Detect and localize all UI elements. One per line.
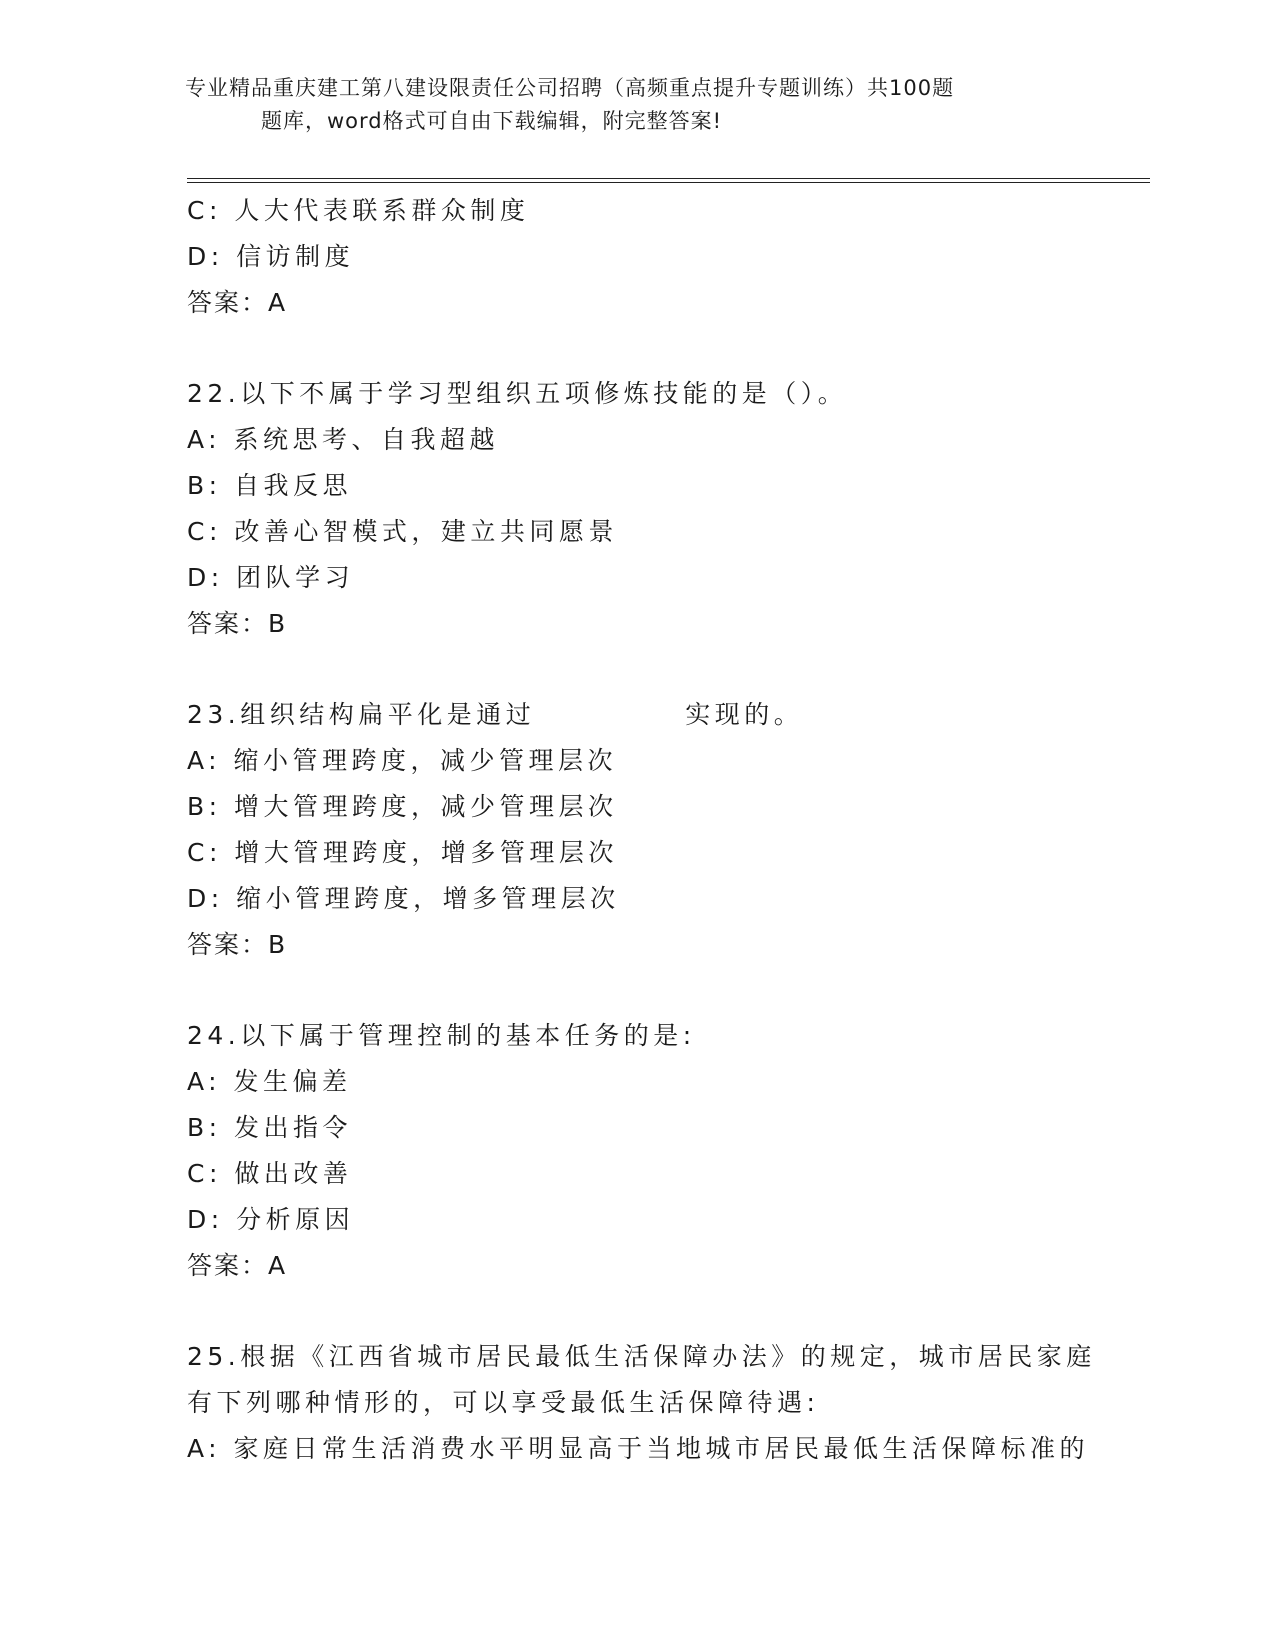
answer-line: 答案：A	[187, 1251, 288, 1280]
question-stem-before-blank: 23.组织结构扁平化是通过	[187, 700, 536, 729]
option-b: B: 发出指令	[187, 1113, 353, 1142]
header-divider	[187, 178, 1150, 183]
option-c: C: 增大管理跨度，增多管理层次	[187, 838, 618, 867]
question-stem: 24.以下属于管理控制的基本任务的是:	[187, 1021, 696, 1050]
question-stem-line-2: 有下列哪种情形的，可以享受最低生活保障待遇:	[187, 1388, 820, 1417]
option-a: A: 家庭日常生活消费水平明显高于当地城市居民最低生活保障标准的	[187, 1434, 1090, 1463]
header-title-line-1: 专业精品重庆建工第八建设限责任公司招聘（高频重点提升专题训练）共100题	[185, 76, 955, 100]
spacer	[187, 647, 1087, 692]
option-d: D: 分析原因	[187, 1205, 355, 1234]
question-stem: 22.以下不属于学习型组织五项修炼技能的是（）。	[187, 379, 848, 408]
spacer	[187, 1289, 1087, 1334]
answer-line: 答案：B	[187, 930, 288, 959]
option-b: B: 增大管理跨度，减少管理层次	[187, 792, 618, 821]
page-header	[185, 72, 1065, 138]
spacer	[187, 326, 1087, 371]
header-title-line-2: 题库，word格式可自由下载编辑，附完整答案!	[261, 109, 723, 133]
option-d: D: 缩小管理跨度，增多管理层次	[187, 884, 620, 913]
option-a: A: 发生偏差	[187, 1067, 352, 1096]
question-25	[187, 1334, 1096, 1472]
question-23	[187, 692, 1087, 968]
option-c: C: 改善心智模式，建立共同愿景	[187, 517, 618, 546]
question-stem-after-blank: 实现的。	[685, 700, 804, 729]
question-stem	[187, 692, 1087, 738]
option-a: A: 系统思考、自我超越	[187, 425, 500, 454]
question-stem-line-1: 25.根据《江西省城市居民最低生活保障办法》的规定，城市居民家庭	[187, 1342, 1096, 1371]
option-d: D: 团队学习	[187, 563, 355, 592]
option-a: A: 缩小管理跨度，减少管理层次	[187, 746, 618, 775]
option-c: C: 人大代表联系群众制度	[187, 196, 530, 225]
question-22	[187, 371, 1087, 647]
option-d: D: 信访制度	[187, 242, 355, 271]
option-c: C: 做出改善	[187, 1159, 353, 1188]
answer-line: 答案：B	[187, 609, 288, 638]
question-21-tail	[187, 188, 1087, 326]
spacer	[187, 968, 1087, 1013]
answer-line: 答案：A	[187, 288, 288, 317]
option-b: B: 自我反思	[187, 471, 353, 500]
question-list	[187, 188, 1096, 1472]
question-24	[187, 1013, 1087, 1289]
